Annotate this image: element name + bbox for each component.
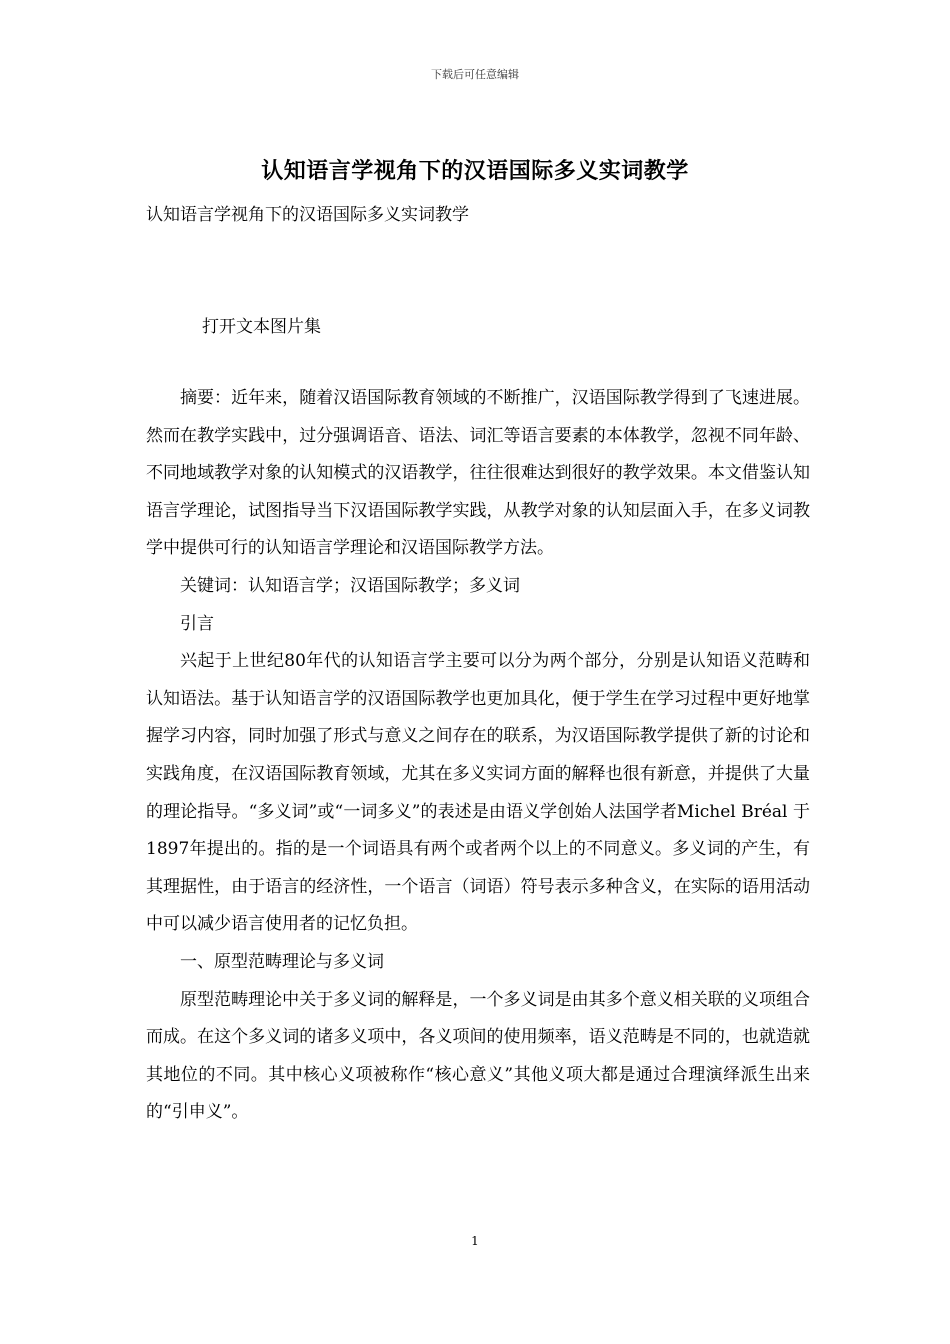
open-image-gallery-link[interactable]: 打开文本图片集 (202, 317, 321, 337)
intro-heading: 引言 (180, 613, 214, 634)
intro-paragraph: 兴起于上世纪80年代的认知语言学主要可以分为两个部分，分别是认知语义范畴和认知语法。基于认知语言学的汉语国际教学也更加具化，便于学生在学习过程中更好地掌握学习内容，同时加强了形式与意义之间存在的联系，为汉语国际教学提供了新的讨论和实践角度，在汉语国际教育领域，尤其在多义实词方面的解释也很有新意，并提供了大量的理论指导。“多义词”或“一词多义”的表述是由语义学创始人法国学者Michel Bréal 于1897年提出的。指的是一个词语具有两个或者两个以上的不同意义。多义词的产生，有其理据性，由于语言的经济性，一个语言（词语）符号表示多种含义，在实际的语用活动中可以减少语言使用者的记忆负担。 (146, 651, 810, 935)
page-number: 1 (471, 1234, 479, 1248)
page-header: 下载后可任意编辑 (431, 68, 519, 81)
keywords-paragraph: 关键词：认知语言学；汉语国际教学；多义词 (180, 575, 520, 596)
section-paragraph: 原型范畴理论中关于多义词的解释是，一个多义词是由其多个意义相关联的义项组合而成。在这个多义词的诸多义项中，各义项间的使用频率，语义范畴是不同的，也就造就其地位的不同。其中核心义项被称作“核心意义”其他义项大都是通过合理演绎派生出来的“引申义”。 (146, 989, 810, 1123)
section-heading: 一、原型范畴理论与多义词 (180, 951, 384, 972)
document-subtitle: 认知语言学视角下的汉语国际多义实词教学 (146, 205, 469, 225)
document-title: 认知语言学视角下的汉语国际多义实词教学 (261, 158, 689, 184)
abstract-paragraph: 摘要：近年来，随着汉语国际教育领域的不断推广，汉语国际教学得到了飞速进展。然而在教学实践中，过分强调语音、语法、词汇等语言要素的本体教学，忽视不同年龄、不同地域教学对象的认知模式的汉语教学，往往很难达到很好的教学效果。本文借鉴认知语言学理论，试图指导当下汉语国际教学实践，从教学对象的认知层面入手，在多义词教学中提供可行的认知语言学理论和汉语国际教学方法。 (146, 388, 810, 559)
document-body (146, 380, 810, 1132)
